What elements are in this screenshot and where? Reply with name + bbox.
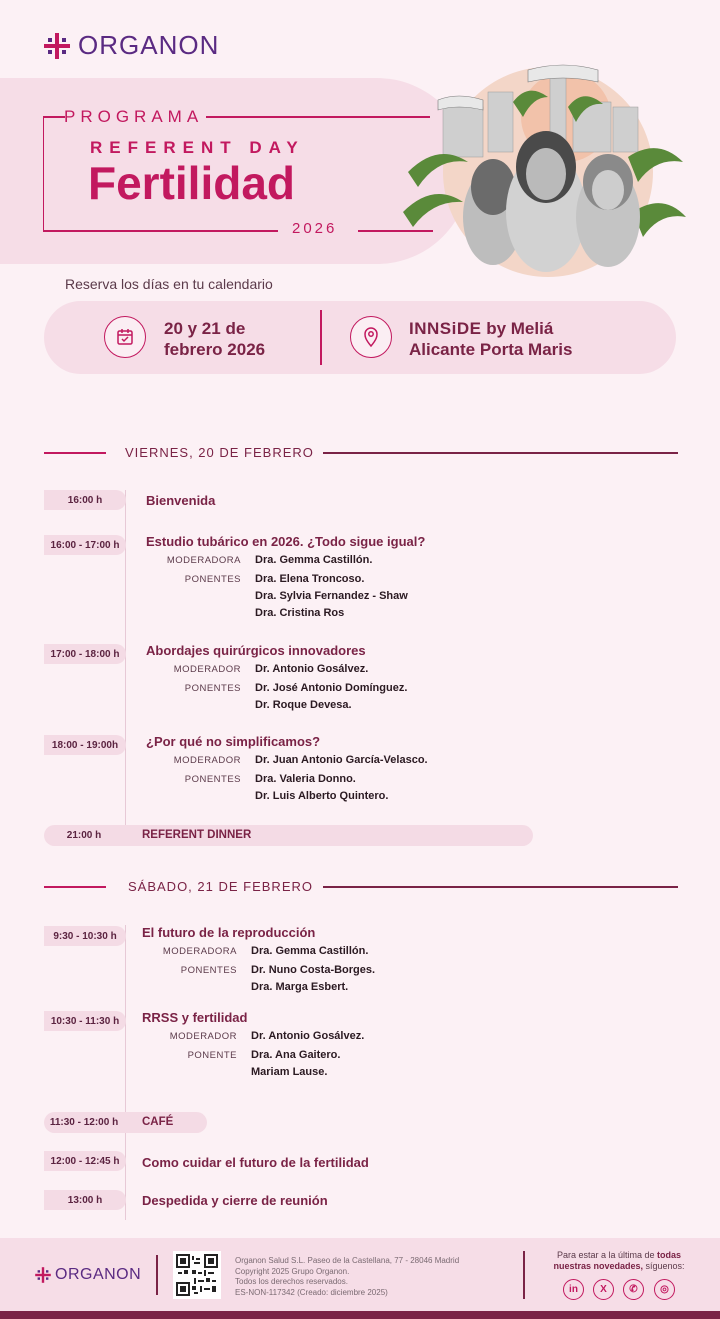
qr-code[interactable] [173, 1251, 221, 1299]
session-time: 13:00 h [44, 1190, 126, 1210]
legal-line: Copyright 2025 Grupo Organon. [235, 1266, 350, 1276]
organon-wordmark: ORGANON [55, 1266, 142, 1283]
divider [320, 310, 322, 365]
session-title: RRSS y fertilidad [142, 1010, 248, 1025]
day2-title: SÁBADO, 21 DE FEBRERO [128, 879, 313, 894]
divider [523, 1251, 525, 1299]
session-time: 11:30 - 12:00 h [49, 1117, 119, 1128]
frame-line [43, 116, 65, 118]
session-title: Bienvenida [146, 493, 216, 508]
programa-label: PROGRAMA [64, 107, 204, 126]
organon-logo-icon [42, 33, 72, 59]
frame-line [43, 230, 278, 232]
session-title: CAFÉ [142, 1116, 174, 1128]
follow-text [538, 1250, 700, 1272]
legal-text [235, 1256, 515, 1298]
session-time: 10:30 - 11:30 h [44, 1011, 126, 1031]
timeline [125, 925, 126, 1220]
role-label: MODERADOR [173, 664, 241, 675]
role-label: MODERADORA [166, 555, 241, 566]
legal-line: Todos los derechos reservados. [235, 1277, 348, 1286]
follow-post: síguenos: [643, 1261, 685, 1271]
speaker-name: Dra. Cristina Ros [255, 607, 345, 619]
day-divider [44, 886, 106, 888]
speaker-name: Dra. Elena Troncoso. [255, 573, 365, 585]
legal-line: Organon Salud S.L. Paseo de la Castellana, 77 - 28046 Madrid [235, 1256, 460, 1265]
speaker-name: Dra. Marga Esbert. [251, 981, 349, 993]
day-divider [323, 452, 678, 454]
role-label: MODERADOR [173, 755, 241, 766]
event-date [164, 318, 314, 360]
speaker-name: Dr. Luis Alberto Quintero. [255, 790, 389, 802]
role-label: PONENTES [184, 683, 241, 694]
role-label: PONENTES [184, 774, 241, 785]
session-title: ¿Por qué no simplificamos? [146, 734, 321, 749]
session-title: Como cuidar el futuro de la fertilidad [142, 1155, 369, 1170]
day-divider [323, 886, 678, 888]
speaker-name: Dr. Roque Devesa. [255, 699, 352, 711]
session-title: Abordajes quirúrgicos innovadores [146, 643, 366, 658]
session-time: 12:00 - 12:45 h [44, 1151, 126, 1171]
session-time: 17:00 - 18:00 h [44, 644, 126, 664]
speaker-name: Dra. Gemma Castillón. [251, 945, 369, 957]
day1-title: VIERNES, 20 DE FEBRERO [125, 445, 314, 460]
organon-wordmark: ORGANON [78, 30, 220, 60]
speaker-name: Dra. Ana Gaitero. [251, 1049, 341, 1061]
footer-logo [34, 1266, 141, 1284]
footer-bar [0, 1311, 720, 1319]
legal-line: ES-NON-117342 (Creado: diciembre 2025) [235, 1287, 388, 1297]
speaker-name: Dra. Gemma Castillón. [255, 554, 373, 566]
session-time: 16:00 - 17:00 h [44, 535, 126, 555]
calendar-icon [104, 316, 146, 358]
day-divider [44, 452, 106, 454]
session-time: 18:00 - 19:00h [44, 735, 126, 755]
frame-line [206, 116, 430, 118]
organon-logo [42, 30, 219, 61]
session-title: Despedida y cierre de reunión [142, 1193, 328, 1208]
event-name: REFERENT DAY [90, 138, 305, 157]
speaker-name: Dr. Antonio Gosálvez. [255, 663, 369, 675]
speaker-name: Dr. Juan Antonio García-Velasco. [255, 754, 428, 766]
role-label: MODERADOR [169, 1031, 237, 1042]
role-label: MODERADORA [162, 946, 237, 957]
speaker-name: Dr. José Antonio Domínguez. [255, 682, 408, 694]
venue-line [409, 318, 669, 339]
session-time: 21:00 h [66, 830, 102, 841]
hero-photo-collage [398, 62, 690, 280]
venue-line: Alicante Porta Maris [409, 340, 573, 359]
follow-pre: Para estar a la última de [556, 1250, 658, 1260]
session-title: Estudio tubárico en 2026. ¿Todo sigue igual? [146, 534, 426, 549]
date-line: febrero 2026 [164, 340, 266, 359]
session-time: 16:00 h [44, 490, 126, 510]
date-line: 20 y 21 de [164, 319, 246, 338]
role-label: PONENTES [180, 965, 237, 976]
whatsapp-icon[interactable]: ✆ [623, 1279, 644, 1300]
speaker-name: Dr. Nuno Costa-Borges. [251, 964, 376, 976]
reserve-text: Reserva los días en tu calendario [65, 276, 273, 292]
session-time: 9:30 - 10:30 h [44, 926, 126, 946]
follow-bold: todas nuestras novedades, [553, 1250, 682, 1271]
speaker-name: Mariam Lause. [251, 1066, 328, 1078]
role-label: PONENTE [187, 1050, 237, 1061]
x-icon[interactable]: X [593, 1279, 614, 1300]
venue-by: by Meliá [481, 319, 554, 338]
instagram-icon[interactable]: ◎ [654, 1279, 675, 1300]
divider [156, 1255, 158, 1295]
location-pin-icon [350, 316, 392, 358]
speaker-name: Dra. Valeria Donno. [255, 773, 356, 785]
speaker-name: Dr. Antonio Gosálvez. [251, 1030, 365, 1042]
event-year: 2026 [292, 220, 338, 237]
organon-logo-icon [34, 1267, 52, 1283]
role-label: PONENTES [184, 574, 241, 585]
session-title: REFERENT DINNER [142, 829, 252, 841]
venue-brand: INNSiDE [409, 319, 482, 338]
speaker-name: Dra. Sylvia Fernandez - Shaw [255, 590, 408, 602]
linkedin-icon[interactable]: in [563, 1279, 584, 1300]
session-title: El futuro de la reproducción [142, 925, 316, 940]
page-title: Fertilidad [88, 157, 296, 209]
event-venue [409, 318, 669, 360]
